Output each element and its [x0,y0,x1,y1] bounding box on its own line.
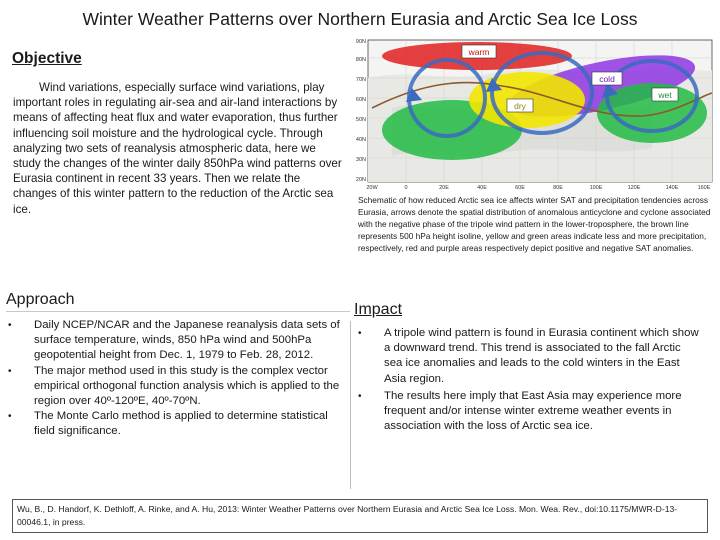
warm-label: warm [468,47,490,57]
y-tick: 80N [355,57,366,63]
bullet-icon: • [8,411,12,423]
y-tick: 30N [355,157,366,163]
schematic-map [352,38,714,190]
x-tick: 20W [366,185,378,190]
list-item: • A tripole wind pattern is found in Eurasia continent which show a downward trend. This trend is associated to the fall Arctic sea ice anomalies and leads to the cold winters in the East Asia region. [358,327,699,385]
dry-label: dry [514,101,526,111]
column-divider [350,321,351,489]
list-item: • The major method used in this study is the complex vector empirical orthogonal function analysis which is applied to the region over 40º-120ºE, 40º-70ºN. [8,364,340,408]
impact-heading: Impact [354,301,403,318]
bullet-icon: • [8,365,12,377]
x-tick: 160E [697,185,711,190]
x-tick: 120E [627,185,641,190]
y-tick: 70N [355,77,366,83]
approach-divider [6,311,350,312]
x-tick: 20E [439,185,449,190]
list-item: • Daily NCEP/NCAR and the Japanese reanalysis data sets of surface temperature, winds, 850 hPa wind and 500hPa geopotential height from Dec. 1, 1979 to Feb. 28, 2012. [8,319,340,362]
x-tick: 60E [515,185,525,190]
x-tick: 100E [589,185,603,190]
y-tick: 90N [355,39,366,45]
x-tick: 80E [553,185,563,190]
y-tick: 60N [355,97,366,103]
approach-list [6,318,342,440]
bullet-icon: • [8,320,12,331]
y-tick: 50N [355,117,366,123]
page-title: Winter Weather Patterns over Northern Eurasia and Arctic Sea Ice Loss [82,9,638,29]
objective-text: Wind variations, especially surface wind variations, play important roles in regulating air-sea and air-land interactions by means of affecting heat flux and water evaporation, thus further influencing soil moisture and the hydrological cycle. Through analyzing two sets of reanalysis atmospheric data, here we study the changes of the winter daily 850hPa wind patterns over Eurasia continent in recent 33 years. Then we relate the changes of this winter pattern to the reduction of the Arctic sea ice. [13,81,342,216]
x-tick: 0 [404,185,408,190]
x-tick: 140E [665,185,679,190]
y-tick: 40N [355,137,366,143]
list-item: • The results here imply that East Asia may experience more frequent and/or intense winter extreme weather events in association with the loss of Arctic sea ice. [358,389,682,433]
objective-heading: Objective [12,50,82,67]
map-caption: Schematic of how reduced Arctic sea ice affects winter SAT and precipitation tendencies across Eurasia, arrows denote the spatial distribution of anomalous anticyclone and cyclone associated with the negative phase of the tripole wind pattern in the lower-troposphere, the brown line represents 500 hPa height isoline, yellow and green areas indicate less and more precipitation, respectively, red and purple areas respectively depict positive and negative SAT anomalies. [358,195,711,253]
wet-label: wet [658,90,672,100]
bullet-icon: • [358,390,362,402]
y-tick: 20N [355,177,366,183]
list-item: • The Monte Carlo method is applied to determine statistical field significance. [8,410,328,438]
reference-box: Wu, B., D. Handorf, K. Dethloff, A. Rinke, and A. Hu, 2013: Winter Weather Patterns over Northern Eurasia and Arctic Sea Ice Loss. Mon. Wea. Rev., doi:10.1175/MWR-D-13-00046.1, in press. [12,499,708,533]
x-tick: 40E [477,185,487,190]
bullet-icon: • [358,328,362,339]
impact-list [356,326,702,436]
approach-heading: Approach [6,291,75,308]
cold-label: cold [599,74,615,84]
